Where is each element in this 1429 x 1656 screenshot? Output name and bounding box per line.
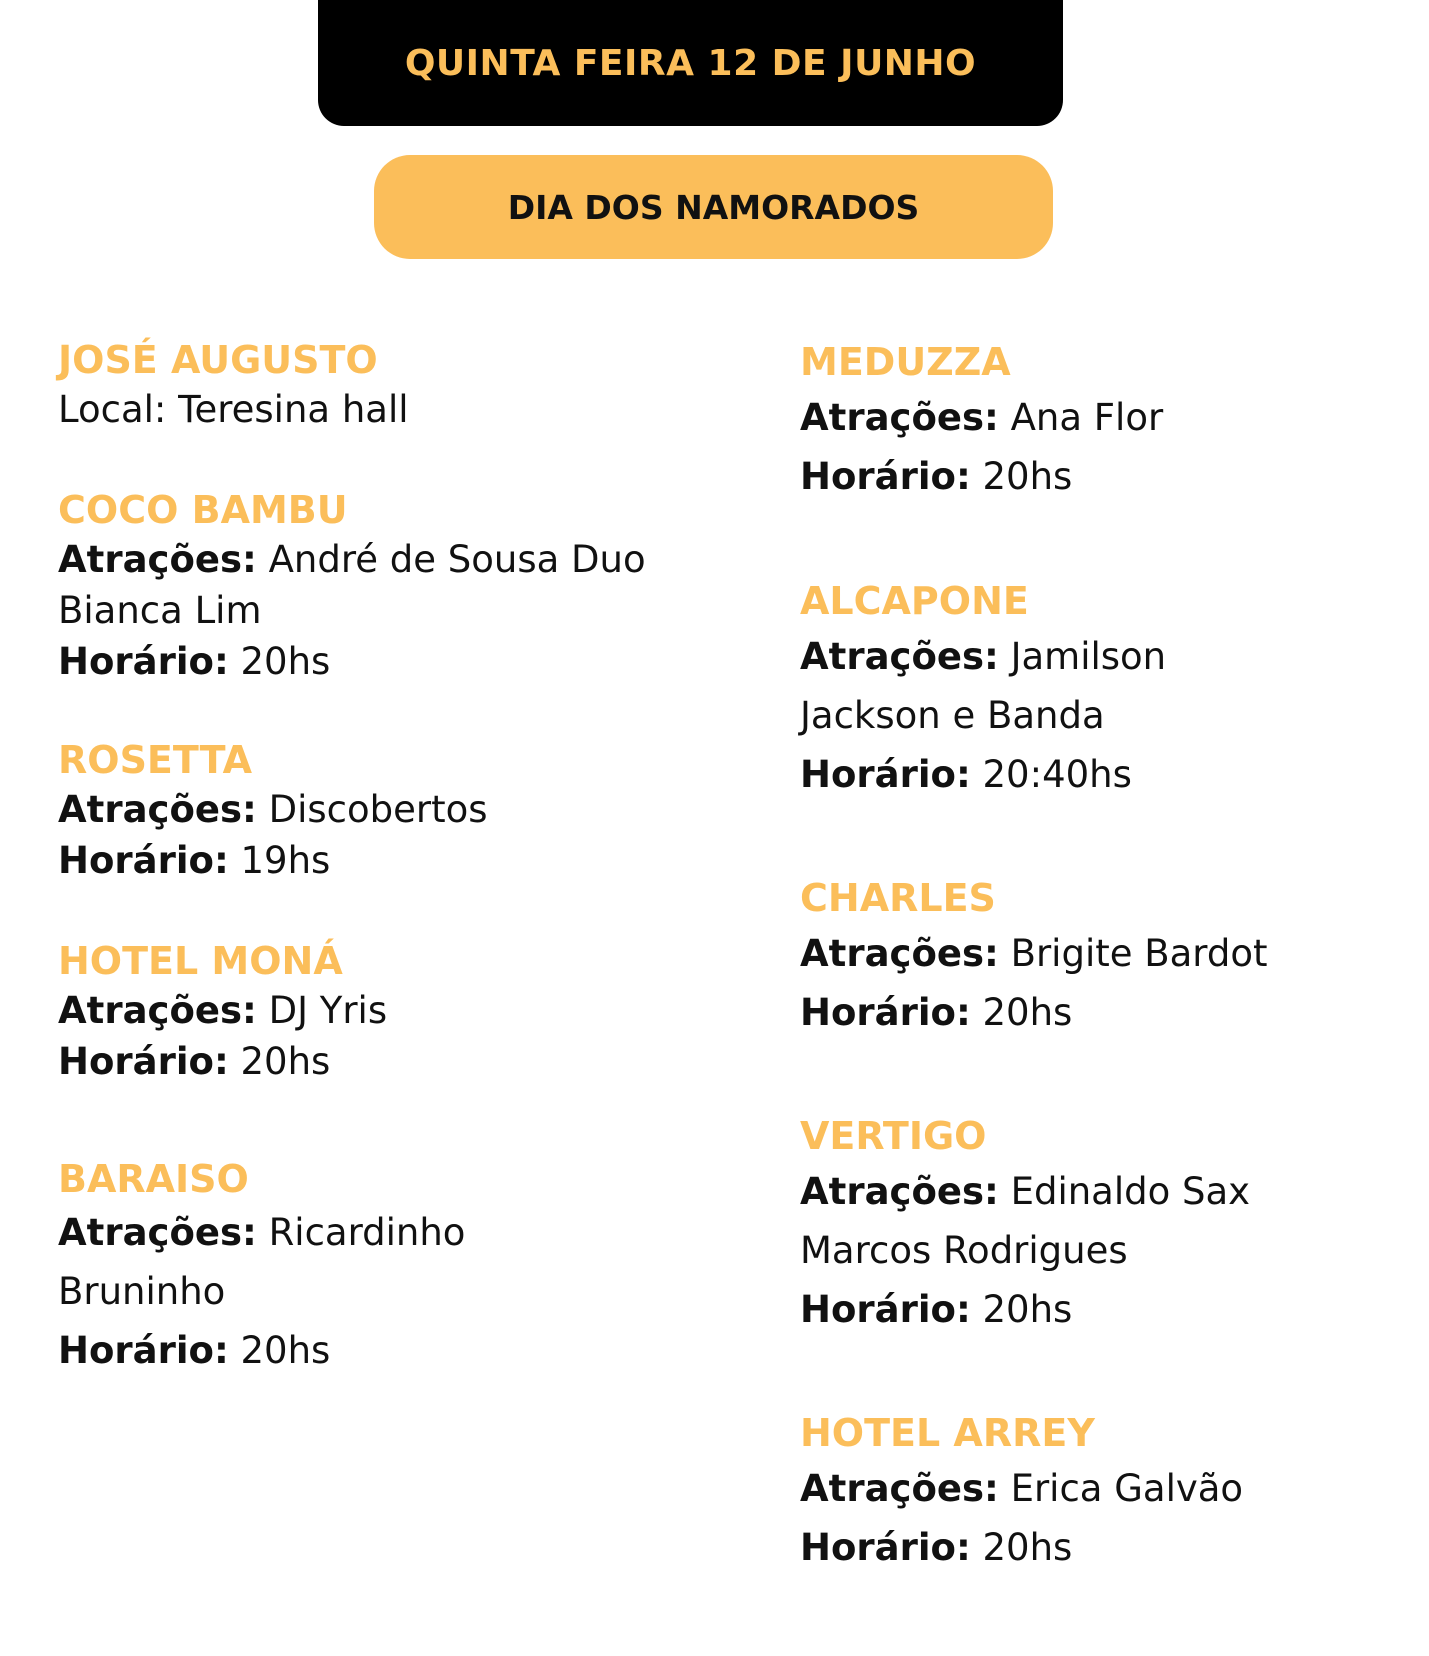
horario-value: 20hs xyxy=(982,1288,1073,1331)
venue-horario xyxy=(800,745,1420,804)
venue-atracoes-extra: Bianca Lim xyxy=(58,589,262,632)
horario-value: 20hs xyxy=(240,1329,331,1372)
local-value: Teresina hall xyxy=(178,388,409,431)
atracoes-value: Edinaldo Sax xyxy=(1010,1170,1251,1213)
atracoes-label: Atrações: xyxy=(800,635,999,678)
horario-label: Horário: xyxy=(58,1329,229,1372)
atracoes-label: Atrações: xyxy=(800,396,999,439)
horario-value: 20:40hs xyxy=(982,753,1132,796)
venue-name: HOTEL MONÁ xyxy=(58,939,343,983)
venue-horario xyxy=(800,983,1420,1042)
venue-rosetta xyxy=(58,736,708,886)
horario-value: 20hs xyxy=(982,455,1073,498)
venue-atracoes xyxy=(58,784,708,835)
venue-name: COCO BAMBU xyxy=(58,488,348,532)
venue-meduzza xyxy=(800,336,1420,506)
horario-value: 20hs xyxy=(982,1526,1073,1569)
horario-label: Horário: xyxy=(58,1040,229,1083)
atracoes-label: Atrações: xyxy=(58,538,257,581)
venue-name: ROSETTA xyxy=(58,738,253,782)
venue-baraiso xyxy=(58,1155,708,1380)
venue-hotel-mona xyxy=(58,937,708,1087)
venue-atracoes xyxy=(58,985,708,1036)
atracoes-value: Brigite Bardot xyxy=(1010,932,1268,975)
venue-name: MEDUZZA xyxy=(800,340,1011,384)
horario-label: Horário: xyxy=(800,991,971,1034)
venue-horario xyxy=(58,835,708,886)
venue-name: HOTEL ARREY xyxy=(800,1411,1095,1455)
page-subtitle: DIA DOS NAMORADOS xyxy=(507,187,920,227)
atracoes-value: Jamilson xyxy=(1010,635,1167,678)
horario-value: 19hs xyxy=(240,839,331,882)
venue-horario xyxy=(800,1518,1420,1577)
horario-label: Horário: xyxy=(800,753,971,796)
venue-name: ALCAPONE xyxy=(800,579,1029,623)
venue-atracoes-extra: Marcos Rodrigues xyxy=(800,1229,1128,1272)
venue-atracoes-extra: Bruninho xyxy=(58,1270,226,1313)
venue-horario xyxy=(58,1321,708,1380)
venue-jose-augusto xyxy=(58,336,708,435)
atracoes-value: DJ Yris xyxy=(268,989,388,1032)
horario-label: Horário: xyxy=(800,455,971,498)
horario-label: Horário: xyxy=(58,640,229,683)
atracoes-value: Ana Flor xyxy=(1010,396,1164,439)
venue-vertigo xyxy=(800,1110,1420,1339)
venue-atracoes-extra: Jackson e Banda xyxy=(800,694,1105,737)
header-banner xyxy=(318,0,1063,126)
venue-horario xyxy=(800,447,1420,506)
venue-horario xyxy=(58,1036,708,1087)
venue-atracoes xyxy=(800,924,1420,983)
venue-charles xyxy=(800,872,1420,1042)
horario-value: 20hs xyxy=(982,991,1073,1034)
venue-name: VERTIGO xyxy=(800,1114,987,1158)
venue-atracoes xyxy=(800,1459,1420,1518)
atracoes-label: Atrações: xyxy=(800,1467,999,1510)
venue-horario xyxy=(58,636,708,687)
venue-name: BARAISO xyxy=(58,1157,249,1201)
venue-atracoes xyxy=(58,1203,708,1262)
horario-value: 20hs xyxy=(240,640,331,683)
atracoes-label: Atrações: xyxy=(58,788,257,831)
atracoes-value: Erica Galvão xyxy=(1010,1467,1244,1510)
subtitle-pill xyxy=(374,155,1053,259)
venue-local xyxy=(58,384,708,435)
atracoes-label: Atrações: xyxy=(800,1170,999,1213)
page-title: QUINTA FEIRA 12 DE JUNHO xyxy=(404,42,977,84)
venue-name: JOSÉ AUGUSTO xyxy=(58,338,378,382)
venue-coco-bambu xyxy=(58,486,708,687)
venue-atracoes xyxy=(58,534,708,585)
horario-label: Horário: xyxy=(800,1526,971,1569)
atracoes-value: André de Sousa Duo xyxy=(268,538,646,581)
venue-atracoes xyxy=(800,388,1420,447)
venue-hotel-arrey xyxy=(800,1407,1420,1577)
venue-alcapone xyxy=(800,575,1420,804)
atracoes-label: Atrações: xyxy=(58,989,257,1032)
venue-atracoes xyxy=(800,1162,1420,1221)
horario-value: 20hs xyxy=(240,1040,331,1083)
venue-name: CHARLES xyxy=(800,876,996,920)
local-label: Local: xyxy=(58,388,167,431)
venue-atracoes xyxy=(800,627,1420,686)
atracoes-value: Discobertos xyxy=(268,788,488,831)
horario-label: Horário: xyxy=(800,1288,971,1331)
atracoes-value: Ricardinho xyxy=(268,1211,466,1254)
atracoes-label: Atrações: xyxy=(58,1211,257,1254)
atracoes-label: Atrações: xyxy=(800,932,999,975)
horario-label: Horário: xyxy=(58,839,229,882)
venue-horario xyxy=(800,1280,1420,1339)
